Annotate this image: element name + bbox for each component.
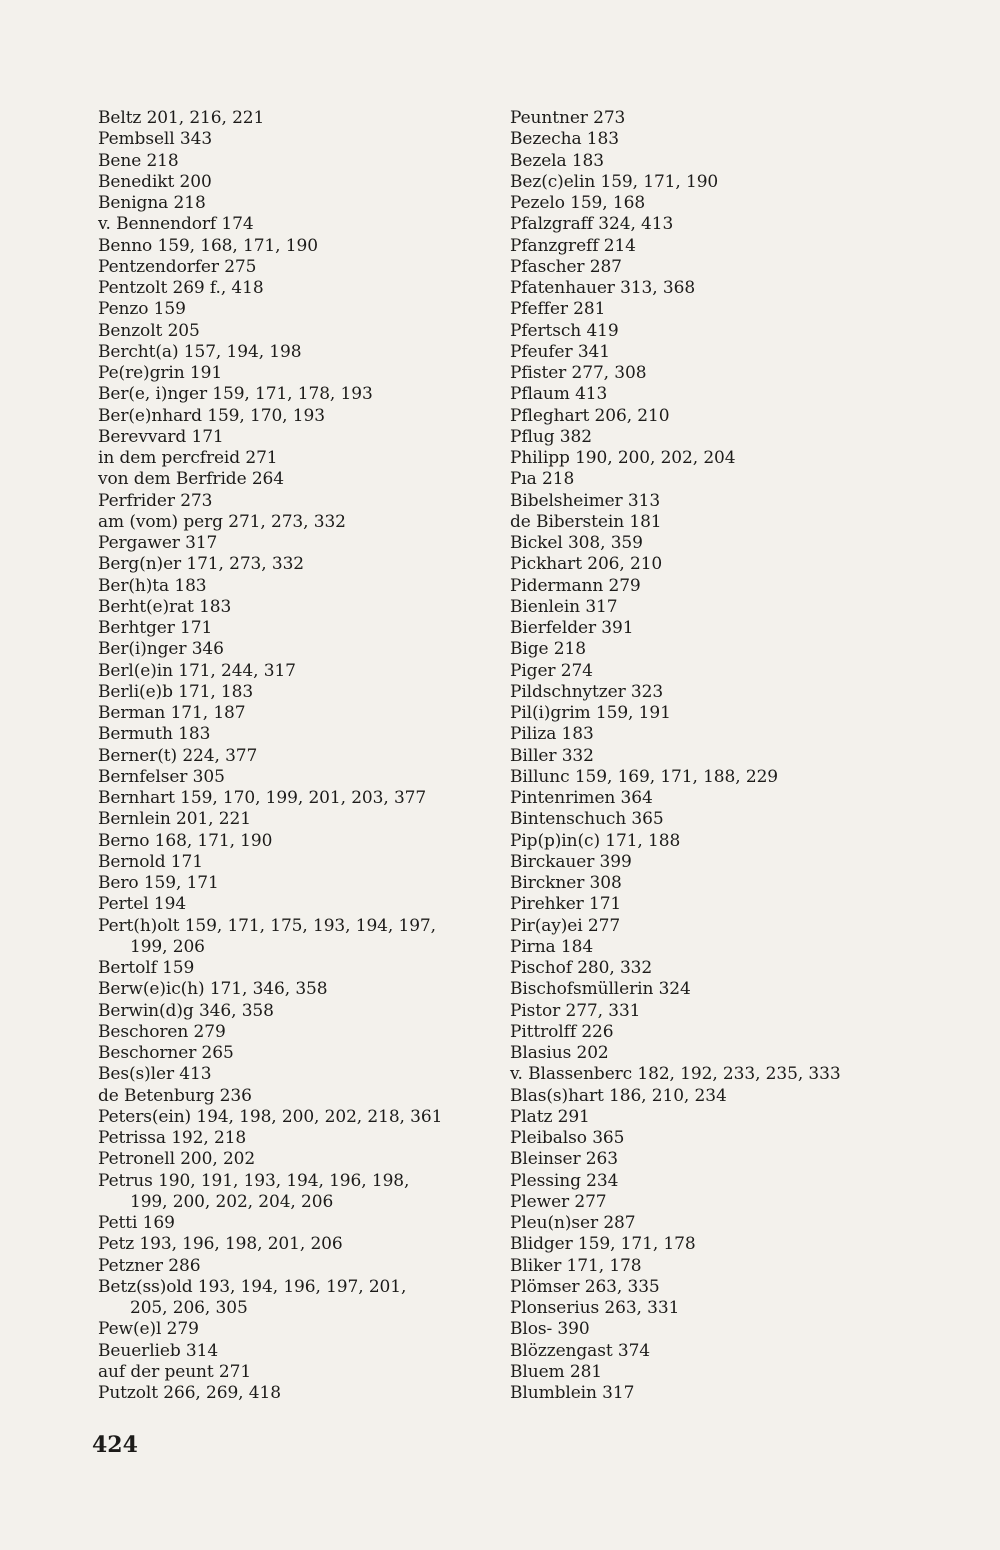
index-entry: Pir(ay)ei 277 bbox=[510, 915, 621, 936]
index-entry: Bernhart 159, 170, 199, 201, 203, 377 bbox=[98, 788, 427, 808]
index-entry: Pew(e)l 279 bbox=[98, 1319, 199, 1340]
index-entry: Petronell 200, 202 bbox=[98, 1149, 256, 1170]
index-entry: Birckauer 399 bbox=[510, 851, 632, 872]
index-entry: Pfascher 287 bbox=[510, 256, 622, 277]
index-entry: Berht(e)rat 183 bbox=[98, 596, 232, 617]
index-entry: Peuntner 273 bbox=[510, 108, 626, 128]
index-entry: von dem Berfride 264 bbox=[98, 469, 284, 490]
index-entry: Piliza 183 bbox=[510, 724, 594, 745]
index-entry: in dem percfreid 271 bbox=[98, 448, 278, 468]
index-entry: Pe(re)grin 191 bbox=[98, 363, 223, 383]
index-entry: Berevvard 171 bbox=[98, 426, 224, 447]
index-entry: Pfister 277, 308 bbox=[510, 363, 647, 383]
index-entry: Bischofsmüllerin 324 bbox=[510, 979, 691, 1000]
index-entry: Putzolt 266, 269, 418 bbox=[98, 1383, 281, 1403]
index-entry: Bero 159, 171 bbox=[98, 873, 219, 893]
index-entry: Berner(t) 224, 377 bbox=[98, 745, 258, 766]
index-entry: Birckner 308 bbox=[510, 873, 622, 893]
index-entry: Bierfelder 391 bbox=[510, 618, 634, 638]
index-entry: Blasius 202 bbox=[510, 1043, 609, 1063]
page-number: 424 bbox=[92, 1432, 138, 1458]
index-entry: Pfeufer 341 bbox=[510, 341, 610, 362]
index-entry: Pembsell 343 bbox=[98, 129, 213, 150]
index-entry: Bez(c)elin 159, 171, 190 bbox=[510, 171, 719, 192]
index-entry: Pflug 382 bbox=[510, 426, 592, 447]
index-entry: Blidger 159, 171, 178 bbox=[510, 1234, 696, 1255]
index-entry: Pezelo 159, 168 bbox=[510, 193, 646, 213]
index-entry: Pildschnytzer 323 bbox=[510, 681, 664, 702]
index-entry: Petrissa 192, 218 bbox=[98, 1128, 247, 1148]
index-entry: Platz 291 bbox=[510, 1106, 590, 1127]
index-entry: Plewer 277 bbox=[510, 1191, 607, 1212]
index-entry: Bleinser 263 bbox=[510, 1149, 618, 1170]
index-entry: Plonserius 263, 331 bbox=[510, 1298, 680, 1318]
index-entry: Pfeffer 281 bbox=[510, 299, 606, 320]
index-entry: Berl(e)in 171, 244, 317 bbox=[98, 660, 296, 681]
index-entry: Pickhart 206, 210 bbox=[510, 554, 663, 575]
index-entry: Blos- 390 bbox=[510, 1319, 590, 1340]
index-entry: Pıa 218 bbox=[510, 469, 575, 490]
index-entry: Blözzengast 374 bbox=[510, 1340, 651, 1361]
index-entry: Pip(p)in(c) 171, 188 bbox=[510, 830, 681, 851]
index-entry: Benedikt 200 bbox=[98, 171, 212, 192]
index-entry: Pistor 277, 331 bbox=[510, 1000, 641, 1021]
index-entry: de Biberstein 181 bbox=[510, 511, 662, 532]
index-entry: Pfatenhauer 313, 368 bbox=[510, 278, 696, 298]
index-entry: Berli(e)b 171, 183 bbox=[98, 681, 254, 702]
index-entry: Peters(ein) 194, 198, 200, 202, 218, 361 bbox=[98, 1106, 443, 1127]
index-entry: Penzo 159 bbox=[98, 299, 186, 320]
index-entry: Bercht(a) 157, 194, 198 bbox=[98, 341, 302, 362]
index-entry: 199, 206 bbox=[130, 936, 205, 957]
index-entry: Berno 168, 171, 190 bbox=[98, 830, 273, 851]
index-entry: Bezecha 183 bbox=[510, 129, 619, 150]
index-entry: auf der peunt 271 bbox=[98, 1361, 252, 1382]
index-entry: Ber(e, i)nger 159, 171, 178, 193 bbox=[98, 384, 373, 405]
index-entry: Philipp 190, 200, 202, 204 bbox=[510, 448, 736, 468]
index-entry: Bertolf 159 bbox=[98, 958, 195, 978]
index-entry: Bintenschuch 365 bbox=[510, 809, 664, 830]
index-entry: Beschoren 279 bbox=[98, 1021, 226, 1042]
index-entry: Blumblein 317 bbox=[510, 1383, 635, 1403]
index-entry: Pertel 194 bbox=[98, 894, 187, 915]
index-entry: Pil(i)grim 159, 191 bbox=[510, 703, 671, 723]
index-entry: Pidermann 279 bbox=[510, 575, 641, 596]
index-entry: Pischof 280, 332 bbox=[510, 958, 653, 978]
index-entry: Pirna 184 bbox=[510, 936, 594, 957]
index-entry: Plömser 263, 335 bbox=[510, 1276, 660, 1297]
index-entry: Ber(i)nger 346 bbox=[98, 639, 224, 660]
index-entry: Bezela 183 bbox=[510, 150, 604, 171]
index-entry: Perfrider 273 bbox=[98, 490, 213, 511]
index-entry: Pert(h)olt 159, 171, 175, 193, 194, 197, bbox=[98, 915, 436, 936]
index-entry: v. Blassenberc 182, 192, 233, 235, 333 bbox=[510, 1064, 841, 1085]
index-entry: am (vom) perg 271, 273, 332 bbox=[98, 511, 346, 532]
index-entry: Pfanzgreff 214 bbox=[510, 235, 636, 256]
index-entry: Bernold 171 bbox=[98, 851, 203, 872]
index-entry: Billunc 159, 169, 171, 188, 229 bbox=[510, 766, 778, 787]
index-entry: Pintenrimen 364 bbox=[510, 788, 653, 808]
index-entry: Bernlein 201, 221 bbox=[98, 809, 251, 830]
index-entry: Pflaum 413 bbox=[510, 384, 608, 405]
index-entry: Bluem 281 bbox=[510, 1361, 603, 1382]
index-entry: Petti 169 bbox=[98, 1213, 175, 1233]
index-entry: Benno 159, 168, 171, 190 bbox=[98, 235, 318, 256]
index-entry: Betz(ss)old 193, 194, 196, 197, 201, bbox=[98, 1276, 407, 1297]
index-entry: v. Bennendorf 174 bbox=[98, 214, 254, 235]
index-entry: Beltz 201, 216, 221 bbox=[98, 108, 265, 128]
index-entry: Bernfelser 305 bbox=[98, 766, 225, 787]
index-entry: Bes(s)ler 413 bbox=[98, 1064, 212, 1085]
index-entry: 199, 200, 202, 204, 206 bbox=[130, 1191, 334, 1212]
index-entry: Ber(e)nhard 159, 170, 193 bbox=[98, 405, 325, 426]
index-entry: Petrus 190, 191, 193, 194, 196, 198, bbox=[98, 1170, 410, 1191]
index-entry: Bliker 171, 178 bbox=[510, 1255, 642, 1276]
index-entry: Bienlein 317 bbox=[510, 596, 618, 617]
index-entry: Pleu(n)ser 287 bbox=[510, 1213, 636, 1233]
index-entry: Beuerlieb 314 bbox=[98, 1340, 219, 1361]
index-entry: Pittrolff 226 bbox=[510, 1021, 614, 1042]
index-entry: Pfertsch 419 bbox=[510, 320, 619, 341]
index-entry: Benzolt 205 bbox=[98, 320, 200, 341]
index-entry: Ber(h)ta 183 bbox=[98, 575, 207, 596]
index-entry: Pfalzgraff 324, 413 bbox=[510, 214, 674, 235]
index-entry: Berhtger 171 bbox=[98, 618, 213, 638]
index-entry: Pfleghart 206, 210 bbox=[510, 405, 670, 426]
index-entry: 205, 206, 305 bbox=[130, 1298, 248, 1318]
index-entry: Bige 218 bbox=[510, 639, 586, 660]
index-entry: Blas(s)hart 186, 210, 234 bbox=[510, 1085, 727, 1106]
index-entry: Bermuth 183 bbox=[98, 724, 211, 745]
index-entry: Pleibalso 365 bbox=[510, 1128, 625, 1148]
index-entry: Pentzolt 269 f., 418 bbox=[98, 278, 264, 298]
index-entry: Berw(e)ic(h) 171, 346, 358 bbox=[98, 979, 328, 1000]
index-entry: Bibelsheimer 313 bbox=[510, 490, 661, 511]
index-column-left bbox=[98, 108, 488, 1404]
index-entry: Berwin(d)g 346, 358 bbox=[98, 1000, 274, 1021]
index-entry: Bene 218 bbox=[98, 150, 179, 171]
index-entry: Petzner 286 bbox=[98, 1255, 201, 1276]
index-entry: Benigna 218 bbox=[98, 193, 206, 213]
index-entry: Berman 171, 187 bbox=[98, 703, 246, 723]
index-entry: Bickel 308, 359 bbox=[510, 533, 643, 553]
index-entry: Biller 332 bbox=[510, 745, 594, 766]
index-entry: Pentzendorfer 275 bbox=[98, 256, 257, 277]
index-entry: Berg(n)er 171, 273, 332 bbox=[98, 554, 305, 575]
index-entry: Pirehker 171 bbox=[510, 894, 622, 915]
index-column-right bbox=[510, 108, 900, 1404]
index-entry: de Betenburg 236 bbox=[98, 1085, 252, 1106]
index-entry: Plessing 234 bbox=[510, 1170, 619, 1191]
index-entry: Piger 274 bbox=[510, 660, 593, 681]
index-entry: Beschorner 265 bbox=[98, 1043, 234, 1063]
index-entry: Petz 193, 196, 198, 201, 206 bbox=[98, 1234, 343, 1255]
index-entry: Pergawer 317 bbox=[98, 533, 218, 553]
